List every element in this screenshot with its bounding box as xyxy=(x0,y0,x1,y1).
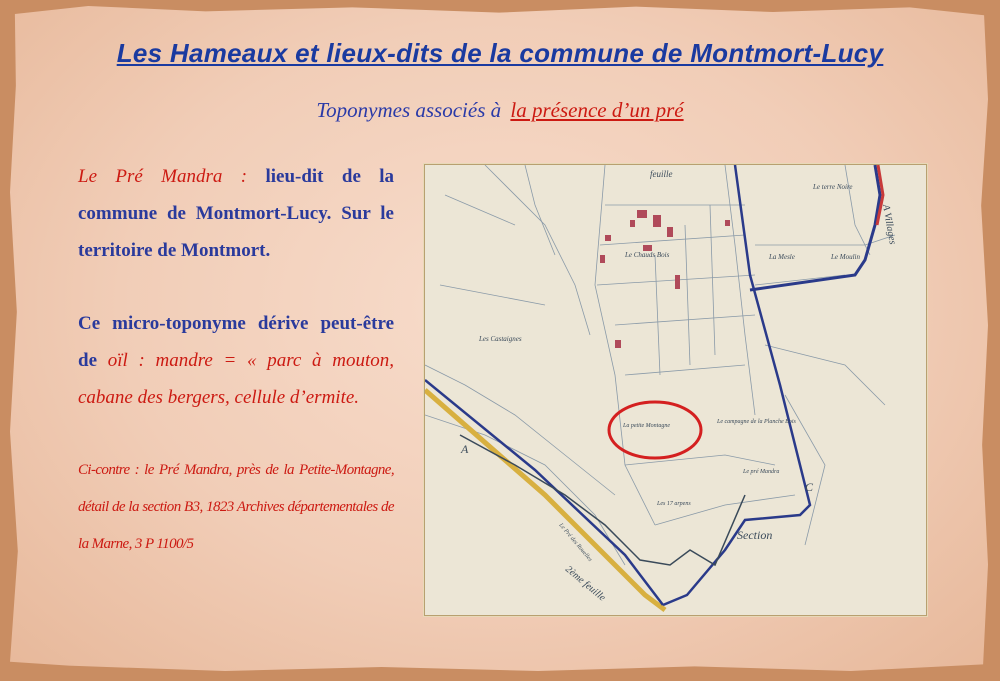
definition-text: lieu-dit de la commune de Montmort-Lucy. Sur le territoire de Montmort. xyxy=(78,166,395,261)
label-chauds-bois: Le Chauds Bois xyxy=(625,251,670,259)
text-column xyxy=(78,158,394,578)
subtitle-highlight: la présence d’un pré xyxy=(510,98,684,122)
place-name: Le Pré Mandra : xyxy=(78,166,248,187)
paragraph-definition xyxy=(78,158,394,269)
cadastral-map-drawing xyxy=(425,165,926,615)
paragraph-etymology xyxy=(78,305,394,416)
label-letter-a: A xyxy=(461,442,469,456)
label-pre-mandra: Le pré Mandra xyxy=(743,469,780,475)
cadastral-map xyxy=(424,164,927,616)
label-feuille-bottom: 2ème feuille xyxy=(563,563,608,604)
label-feuille-top: feuille xyxy=(650,169,673,179)
label-petite-montagne: La petite Montagne xyxy=(623,423,670,429)
etymology-lead: Ce micro-toponyme dérive peut-être de xyxy=(78,313,394,371)
subtitle-lead: Toponymes associés à xyxy=(316,98,502,122)
label-rouelles: Le Pré des Rouelles xyxy=(557,522,593,563)
label-le-moulin: Le Moulin xyxy=(831,253,860,261)
label-section: Section xyxy=(737,528,773,542)
label-les-castaignes: Les Castaignes xyxy=(479,335,522,343)
etymology-quote: oïl : mandre = « parc à mouton, cabane des bergers, cellule d’ermite. xyxy=(78,350,395,408)
map-paper xyxy=(425,165,926,615)
label-villages: A Villages xyxy=(880,203,898,246)
label-letter-c: C xyxy=(805,480,814,494)
label-17-arpens: Les 17 arpens xyxy=(657,501,691,507)
label-campagne: Le campagne de la Planche Bois xyxy=(717,419,796,425)
map-caption: Ci-contre : le Pré Mandra, près de la Petite-Montagne, détail de la section B3, 1823 Archives départementales de la Marne, 3 P 1100/5 xyxy=(78,462,394,552)
label-terre-noire: Le terre Noire xyxy=(813,183,853,191)
label-la-mesle: La Mesle xyxy=(769,253,795,261)
page-title: Les Hameaux et lieux-dits de la commune de Montmort-Lucy xyxy=(116,38,884,68)
page-subtitle xyxy=(0,98,1000,123)
